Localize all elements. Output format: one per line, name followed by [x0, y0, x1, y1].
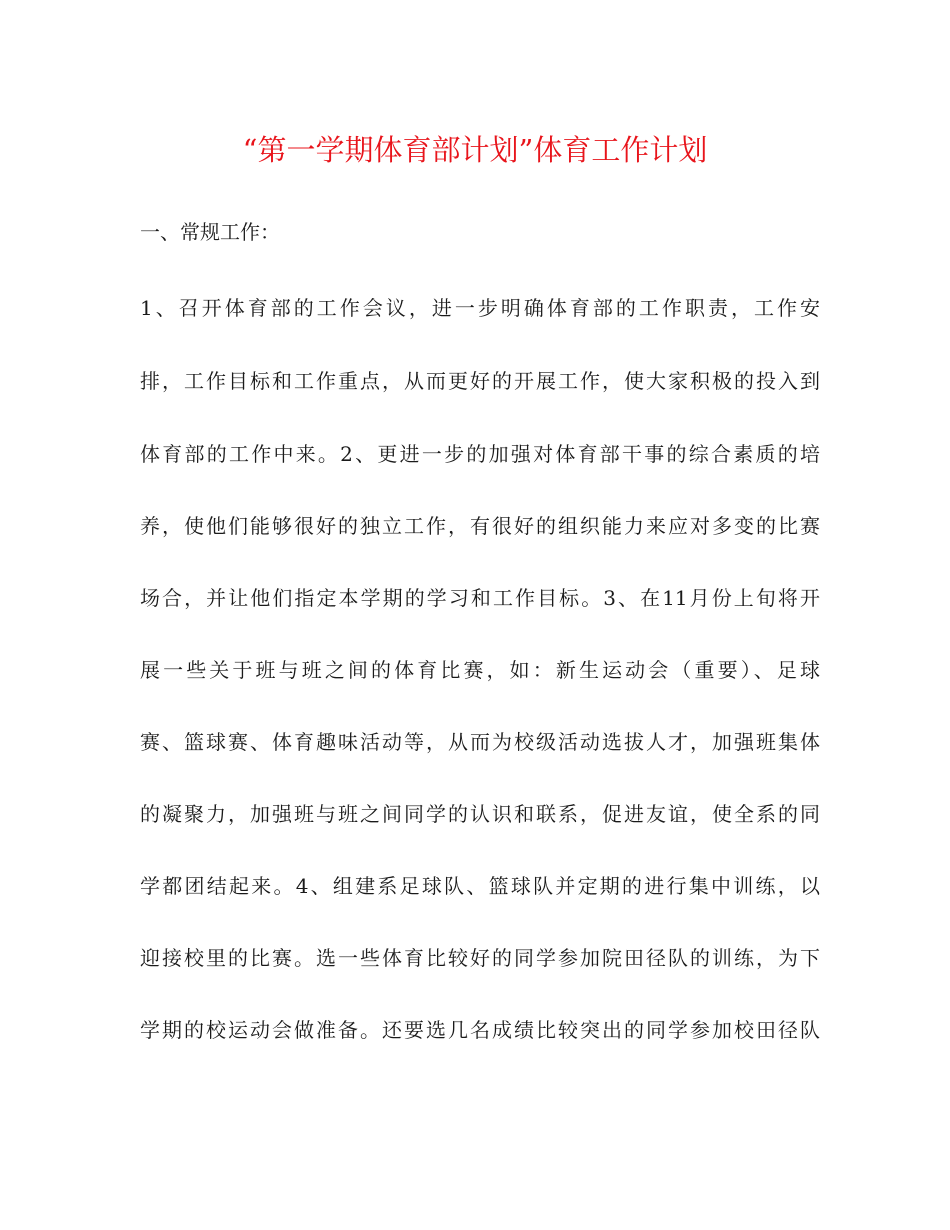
paragraph-line: 1、召开体育部的工作会议，进一步明确体育部的工作职责，工作安 — [140, 296, 820, 320]
paragraph-line: 赛、篮球赛、体育趣味活动等，从而为校级活动选拔人才，加强班集体 — [140, 730, 820, 754]
paragraph-line: 的凝聚力，加强班与班之间同学的认识和联系，促进友谊，使全系的同 — [140, 802, 820, 826]
paragraph-line: 场合，并让他们指定本学期的学习和工作目标。3、在11月份上旬将开 — [140, 586, 820, 610]
paragraph-line: 排，工作目标和工作重点，从而更好的开展工作，使大家积极的投入到 — [140, 369, 820, 393]
paragraph-line: 养，使他们能够很好的独立工作，有很好的组织能力来应对多变的比赛 — [140, 514, 820, 538]
paragraph-line: 展一些关于班与班之间的体育比赛，如：新生运动会（重要）、足球 — [140, 658, 820, 682]
section-heading: 一、常规工作： — [140, 220, 280, 244]
paragraph-line: 迎接校里的比赛。选一些体育比较好的同学参加院田径队的训练，为下 — [140, 946, 820, 970]
paragraph-line: 体育部的工作中来。2、更进一步的加强对体育部干事的综合素质的培 — [140, 442, 820, 466]
paragraph-line: 学都团结起来。4、组建系足球队、篮球队并定期的进行集中训练，以 — [140, 874, 820, 898]
document-title: “第一学期体育部计划”体育工作计划 — [242, 133, 708, 167]
paragraph-line: 学期的校运动会做准备。还要选几名成绩比较突出的同学参加校田径队 — [140, 1018, 820, 1042]
